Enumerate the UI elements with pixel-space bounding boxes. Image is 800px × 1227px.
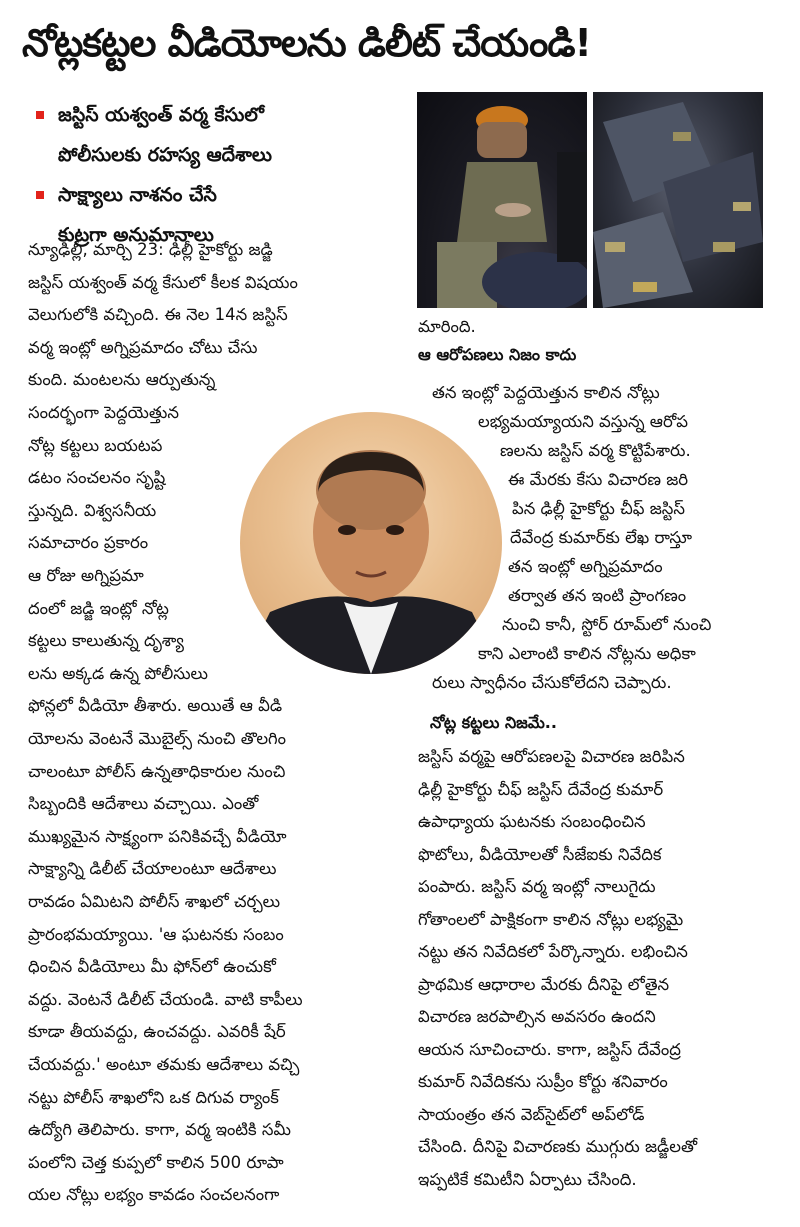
article-text-line: ఉపాధ్యాయ ఘటనకు సంబంధించిన <box>418 812 646 831</box>
subhead-allegations-false: ఆ ఆరోపణలు నిజం కాదు <box>418 345 577 364</box>
article-text-line: జస్టిస్ యశ్వంత్ వర్మ కేసులో కీలక విషయం <box>28 272 298 292</box>
article-text-line: పంలోని చెత్త కుప్పలో కాలిన 500 రూపా <box>28 1152 284 1172</box>
right-top-line: మారింది. <box>418 317 476 336</box>
article-text-line: సందర్భంగా పెద్దయెత్తున <box>28 403 179 422</box>
article-text-line: పిన ఢిల్లీ హైకోర్టు చీఫ్ జస్టిస్ <box>512 499 685 518</box>
article-text-line: నట్టు పోలీస్ శాఖలోని ఒక దిగువ ర్యాంక్ <box>28 1087 279 1107</box>
headline: నోట్లకట్టల వీడియోలను డిలీట్ చేయండి! <box>22 21 591 65</box>
article-text-line: గోతాంలలో పాక్షికంగా కాలిన నోట్లు లభ్యమై <box>418 909 684 929</box>
article-text-line: సాక్ష్యాన్ని డిలీట్ చేయాలంటూ ఆదేశాలు <box>28 859 277 879</box>
article-text-line: వద్దు. వెంటనే డిలీట్ చేయండి. వాటి కాపీలు <box>28 989 303 1009</box>
article-text-line: చేయవద్దు.' అంటూ తమకు ఆదేశాలు వచ్చి <box>28 1055 300 1074</box>
article-text-line: తన ఇంట్లో పెద్దయెత్తున కాలిన నోట్లు <box>432 383 660 402</box>
article-text-line: నుంచి కానీ, స్టోర్ రూమ్‌లో నుంచి <box>502 615 712 634</box>
red-square-icon <box>36 191 44 199</box>
article-text-line: ఫొటోలు, వీడియోలతో సీజేఐకు నివేదిక <box>418 844 662 864</box>
article-text-line: ఆయన సూచించారు. కాగా, జస్టిస్ దేవేంద్ర <box>418 1039 681 1059</box>
article-text-line: దేవేంద్ర కుమార్‌కు లేఖ రాస్తూ <box>510 528 693 547</box>
article-text-line: విచారణ జరపాల్సిన అవసరం ఉందని <box>418 1007 656 1026</box>
bullet-line: సాక్ష్యాలు నాశనం చేసే <box>58 184 217 206</box>
article-text-line: ప్రాథమిక ఆధారాల మేరకు దీనిపై లోతైన <box>418 974 670 994</box>
burnt-notes-photo <box>593 92 763 308</box>
article-text-line: కూడా తీయవద్దు, ఉంచవద్దు. ఎవరికీ షేర్ <box>28 1022 286 1042</box>
article-text-line: చాలంటూ పోలీస్ ఉన్నతాధికారుల నుంచి <box>28 761 286 781</box>
article-text-line: దంలో జడ్జి ఇంట్లో నోట్ల <box>28 598 169 618</box>
article-text-line: లభ్యమయ్యాయని వస్తున్న ఆరోప <box>478 412 688 431</box>
article-text-line: కుమార్ నివేదికను సుప్రీం కోర్టు శనివారం <box>418 1072 668 1091</box>
article-text-line: పంపారు. జస్టిస్ వర్మ ఇంట్లో నాలుగైదు <box>418 877 656 896</box>
article-text-line: స్తున్నది. విశ్వసనీయ <box>28 500 157 520</box>
article-text-line: ఇప్పటికే కమిటీని ఏర్పాటు చేసింది. <box>418 1169 637 1189</box>
article-text-line: వర్మ ఇంట్లో అగ్నిప్రమాదం చోటు చేసు <box>28 337 258 357</box>
article-text-line: సిబ్బందికి ఆదేశాలు వచ్చాయి. ఎంతో <box>28 794 259 814</box>
article-text-line: న్యూఢిల్లీ, మార్చి 23: ఢిల్లీ హైకోర్టు జడ్జి <box>28 240 273 259</box>
article-text-line: సమాచారం ప్రకారం <box>28 533 149 553</box>
article-text-line: కుంది. మంటలను ఆర్పుతున్న <box>28 370 216 390</box>
article-text-line: యల నోట్లు లభ్యం కావడం సంచలనంగా <box>28 1185 280 1205</box>
subhead-notes-true: నోట్ల కట్టలు నిజమే.. <box>430 713 557 732</box>
judge-portrait <box>240 412 502 674</box>
summary-bullets <box>30 95 405 255</box>
article-text-line: ణలను జస్టిస్ వర్మ కొట్టిపేశారు. <box>500 441 691 460</box>
article-text-line: కాని ఎలాంటి కాలిన నోట్లను అధికా <box>478 644 696 663</box>
firefighter-photo <box>417 92 587 308</box>
article-text-line: తర్వాత తన ఇంటి ప్రాంగణం <box>508 586 687 605</box>
article-text-line: యోలను వెంటనే మొబైల్స్ నుంచి తొలగిం <box>28 729 287 748</box>
article-text-line: ఢిల్లీ హైకోర్టు చీఫ్ జస్టిస్ దేవేంద్ర కుమార్ <box>418 779 664 799</box>
article-text-line: వెలుగులోకి వచ్చింది. ఈ నెల 14న జస్టిస్ <box>28 305 288 325</box>
article-text-line: ఉద్యోగి తెలిపారు. కాగా, వర్మ ఇంటికి సమీ <box>28 1120 291 1140</box>
article-text-line: సాయంత్రం తన వెబ్‌సైట్‌లో అప్‌లోడ్ <box>418 1104 645 1124</box>
bullet-line: జస్టిస్ యశ్వంత్ వర్మ కేసులో <box>58 104 264 126</box>
article-text-line: రులు స్వాధీనం చేసుకోలేదని చెప్పారు. <box>432 673 672 692</box>
article-text-line: జస్టిస్ వర్మపై ఆరోపణలపై విచారణ జరిపిన <box>418 747 685 766</box>
article-text-line: ముఖ్యమైన సాక్ష్యంగా పనికివచ్చే వీడియో <box>28 826 287 846</box>
article-text-line: ఈ మేరకు కేసు విచారణ జరి <box>508 470 689 489</box>
article-text-line: ఫోన్లలో వీడియో తీశారు. అయితే ఆ వీడి <box>28 696 283 716</box>
article-text-line: ధించిన వీడియోలు మీ ఫోన్‌లో ఉంచుకో <box>28 957 276 977</box>
article-text-line: లను అక్కడ ఉన్న పోలీసులు <box>28 663 208 683</box>
article-text-line: రావడం ఏమిటని పోలీస్ శాఖలో చర్చలు <box>28 892 281 911</box>
news-photos <box>417 92 763 308</box>
article-text-line: డటం సంచలనం సృష్టి <box>28 468 166 488</box>
article-text-line: చేసింది. దీనిపై విచారణకు ముగ్గురు జడ్జీలతో <box>418 1137 698 1156</box>
article-text-line: కట్టలు కాలుతున్న దృశ్యా <box>28 631 184 651</box>
article-text-line: తన ఇంట్లో అగ్నిప్రమాదం <box>508 557 663 576</box>
bullet-line: కుట్రగా అనుమానాలు <box>58 224 214 246</box>
article-text-line: నోట్ల కట్టలు బయటప <box>28 435 163 455</box>
article-text-line: ప్రారంభమయ్యాయి. 'ఆ ఘటనకు సంబం <box>28 924 284 944</box>
bullet-line: పోలీసులకు రహస్య ఆదేశాలు <box>58 144 272 166</box>
bullet-item <box>30 95 405 175</box>
red-square-icon <box>36 111 44 119</box>
article-text-line: నట్టు తన నివేదికలో పేర్కొన్నారు. లభించిన <box>418 942 688 961</box>
article-text-line: ఆ రోజు అగ్నిప్రమా <box>28 566 144 585</box>
